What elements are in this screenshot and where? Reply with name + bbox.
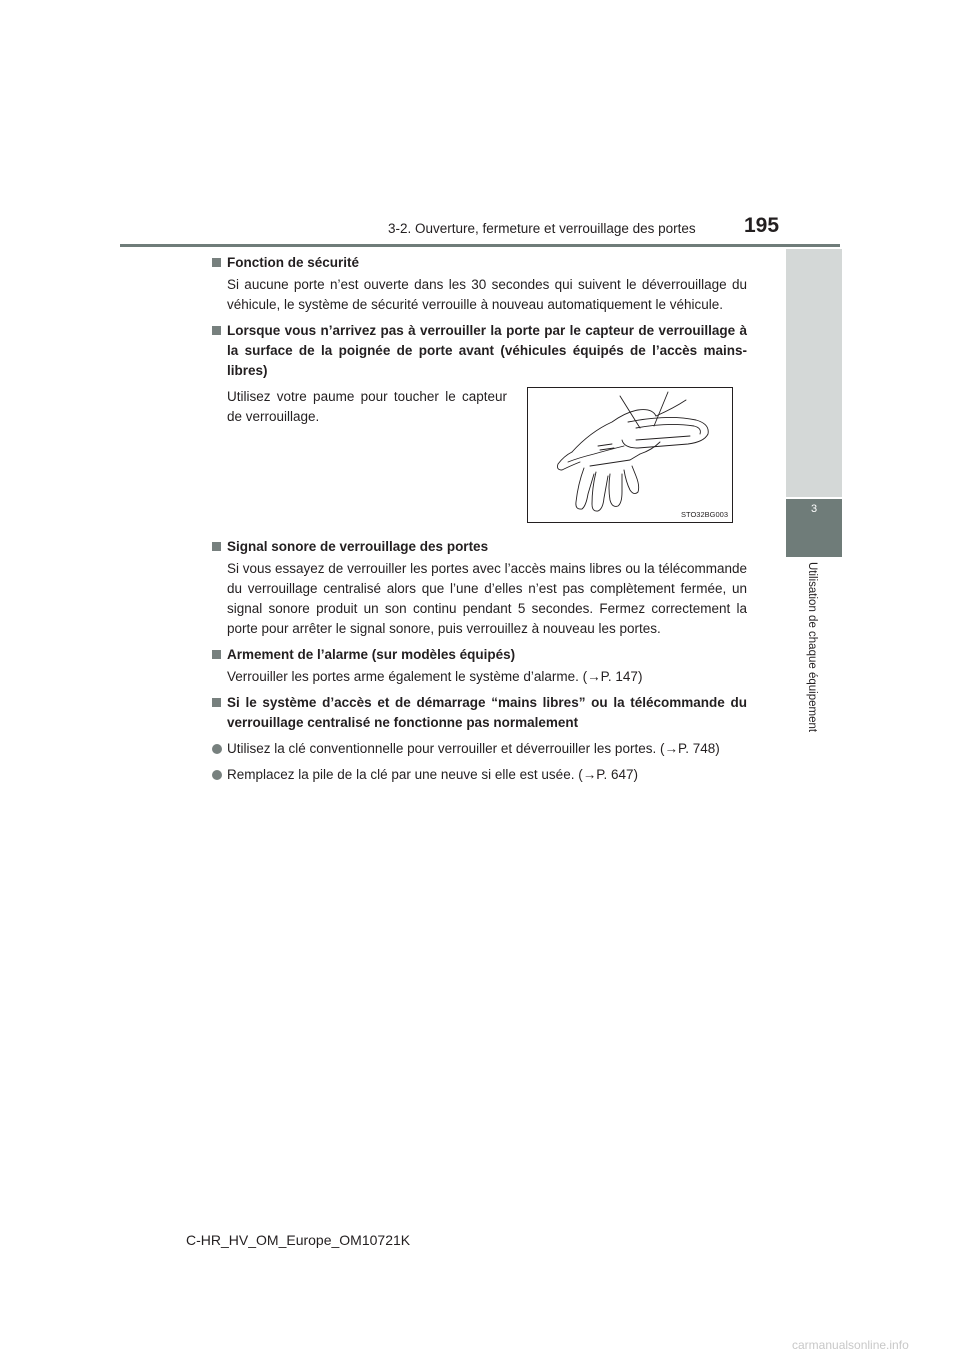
document-code: C-HR_HV_OM_Europe_OM10721K — [186, 1232, 411, 1248]
chapter-title: Utilisation de chaque équipement — [806, 562, 818, 733]
section-title: Si le système d’accès et de démarrage “mains libres” ou la télécommande du verrouillage centralisé ne fonctionne pas normalement — [211, 693, 747, 733]
figure-code: STO32BG003 — [681, 510, 728, 519]
section-title: Fonction de sécurité — [211, 253, 747, 273]
section-body: Si aucune porte n’est ouverte dans les 30 secondes qui suivent le déverrouillage du véhicule, le système de sécurité verrouille à nouveau automatiquement le véhicule. — [227, 277, 747, 312]
watermark: carmanualsonline.info — [792, 1338, 909, 1352]
list-item — [211, 739, 747, 759]
main-content — [211, 253, 747, 791]
section-lock-sensor — [211, 321, 747, 529]
chapter-title-tab — [786, 558, 842, 798]
list-item — [211, 765, 747, 785]
section-body: Verrouiller les portes arme également le système d’alarme. (→P. 147) — [227, 669, 643, 684]
bullet-text: Remplacez la pile de la clé par une neuve si elle est usée. (→P. 647) — [227, 767, 638, 782]
header-section-title: 3-2. Ouverture, fermeture et verrouillage des portes — [388, 221, 696, 236]
side-tab-background — [786, 249, 842, 497]
hand-on-door-handle-icon — [528, 388, 732, 522]
section-security-function — [211, 253, 747, 315]
figure-row — [211, 387, 747, 529]
bullet-dot-icon — [212, 770, 222, 780]
figure-caption: Utilisez votre paume pour toucher le capteur de verrouillage. — [227, 389, 507, 424]
section-alarm-arming — [211, 645, 747, 687]
section-title: Lorsque vous n’arrivez pas à verrouiller la porte par le capteur de verrouillage à la surface de la poignée de porte avant (véhicules équipés de l’accès mains-libres) — [211, 321, 747, 381]
page-number: 195 — [744, 214, 780, 237]
section-malfunction — [211, 693, 747, 785]
section-title: Armement de l’alarme (sur modèles équipés) — [211, 645, 747, 665]
section-title: Signal sonore de verrouillage des portes — [211, 537, 747, 557]
section-door-lock-buzzer — [211, 537, 747, 639]
door-handle-illustration — [527, 387, 733, 523]
section-body: Si vous essayez de verrouiller les portes avec l’accès mains libres ou la télécommande du verrouillage centralisé alors que l’une d’elles n’est pas complètement fermée, un signal sonore produit un son continu pendant 5 secondes. Fermez correctement la porte pour arrêter le signal sonore, puis verrouillez à nouveau les portes. — [227, 561, 747, 636]
header-divider — [120, 244, 840, 247]
bullet-dot-icon — [212, 744, 222, 754]
bullet-text: Utilisez la clé conventionnelle pour verrouiller et déverrouiller les portes. (→P. 748) — [227, 741, 720, 756]
chapter-number-tab: 3 — [786, 499, 842, 557]
